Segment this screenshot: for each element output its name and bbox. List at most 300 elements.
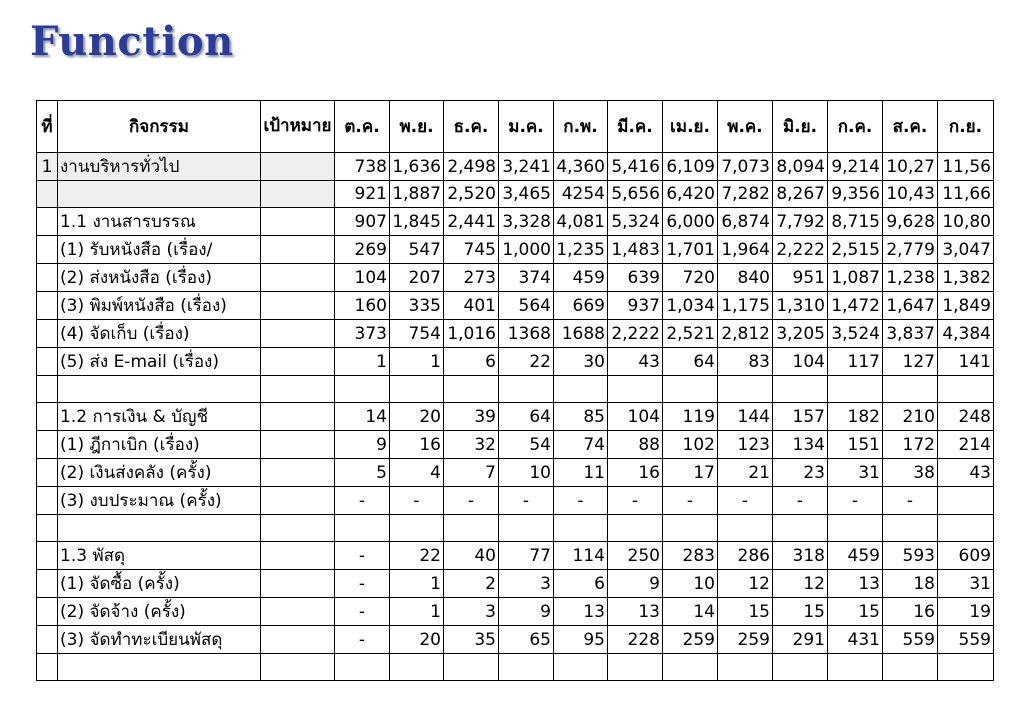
month-value-cell: 291 [773,626,828,654]
month-value-cell: 20 [390,403,444,431]
month-value-cell: 6,000 [663,208,718,236]
month-value-cell: 564 [499,292,554,320]
month-value-cell: 74 [554,431,608,459]
row-number [37,459,58,487]
month-value-cell: 1,887 [390,181,444,208]
month-value-cell: 8,267 [773,181,828,208]
month-value-cell: 250 [608,542,663,570]
month-value-cell: 31 [938,570,994,598]
month-value-cell: 6,420 [663,181,718,208]
month-value-cell: 754 [390,320,444,348]
month-value-cell [883,376,938,403]
month-value-cell: - [554,487,608,515]
table-row [37,153,994,181]
activity-cell: 1.3 พัสดุ [58,542,261,570]
month-value-cell: - [390,487,444,515]
month-value-cell: 259 [663,626,718,654]
month-value-cell [499,654,554,681]
month-value-cell [938,487,994,515]
month-value-cell: 1,238 [883,264,938,292]
header-month: มี.ค. [608,101,663,153]
month-value-cell: - [335,626,390,654]
header-month: ธ.ค. [444,101,499,153]
month-value-cell: 720 [663,264,718,292]
month-value-cell: 1 [390,570,444,598]
month-value-cell: - [335,542,390,570]
header-row [37,101,994,153]
table-row [37,515,994,542]
month-value-cell [390,515,444,542]
month-value-cell: 3,328 [499,208,554,236]
activity-cell [58,515,261,542]
row-number [37,487,58,515]
header-month: ม.ค. [499,101,554,153]
month-value-cell: 10 [663,570,718,598]
month-value-cell: 9 [335,431,390,459]
month-value-cell: 738 [335,153,390,181]
activity-cell: (1) รับหนังสือ (เรื่อง/ [58,236,261,264]
month-value-cell: 1,472 [828,292,883,320]
month-value-cell [828,376,883,403]
row-number [37,542,58,570]
month-value-cell [499,376,554,403]
target-cell [261,320,335,348]
header-no: ที่ [37,101,58,153]
month-value-cell: 951 [773,264,828,292]
month-value-cell [554,376,608,403]
month-value-cell: 6,109 [663,153,718,181]
month-value-cell: 119 [663,403,718,431]
month-value-cell: 4,360 [554,153,608,181]
month-value-cell: - [828,487,883,515]
target-cell [261,654,335,681]
month-value-cell: 85 [554,403,608,431]
month-value-cell: 157 [773,403,828,431]
month-value-cell: 4,384 [938,320,994,348]
month-value-cell: 4 [390,459,444,487]
month-value-cell: 2,441 [444,208,499,236]
month-value-cell: 39 [444,403,499,431]
target-cell [261,626,335,654]
month-value-cell: 22 [499,348,554,376]
month-value-cell: 4254 [554,181,608,208]
month-value-cell: 104 [335,264,390,292]
month-value-cell: 1,701 [663,236,718,264]
month-value-cell: 64 [663,348,718,376]
month-value-cell: - [773,487,828,515]
month-value-cell: 283 [663,542,718,570]
month-value-cell: 65 [499,626,554,654]
month-value-cell [554,654,608,681]
month-value-cell: - [335,570,390,598]
table-row [37,431,994,459]
table-row [37,403,994,431]
month-value-cell: 88 [608,431,663,459]
month-value-cell: 286 [718,542,773,570]
month-value-cell: 547 [390,236,444,264]
table-row [37,626,994,654]
month-value-cell: 3,047 [938,236,994,264]
month-value-cell: 12 [718,570,773,598]
row-number [37,403,58,431]
month-value-cell: 1,647 [883,292,938,320]
month-value-cell: 3 [444,598,499,626]
activity-cell: 1.2 การเงิน & บัญชี [58,403,261,431]
activity-cell: (4) จัดเก็บ (เรื่อง) [58,320,261,348]
month-value-cell: 104 [608,403,663,431]
month-value-cell: 3,205 [773,320,828,348]
row-number [37,208,58,236]
month-value-cell: 2,812 [718,320,773,348]
month-value-cell: 840 [718,264,773,292]
header-month: ก.พ. [554,101,608,153]
month-value-cell [335,515,390,542]
month-value-cell: 10,27 [883,153,938,181]
month-value-cell: 2 [444,570,499,598]
table-row [37,348,994,376]
month-value-cell: 16 [883,598,938,626]
month-value-cell: 335 [390,292,444,320]
month-value-cell: 32 [444,431,499,459]
month-value-cell: 1,964 [718,236,773,264]
month-value-cell: 459 [828,542,883,570]
month-value-cell [718,515,773,542]
header-activity: กิจกรรม [58,101,261,153]
target-cell [261,236,335,264]
month-value-cell: 9,356 [828,181,883,208]
month-value-cell [938,376,994,403]
target-cell [261,487,335,515]
row-number [37,320,58,348]
month-value-cell: 10,43 [883,181,938,208]
month-value-cell: 6 [554,570,608,598]
month-value-cell: 374 [499,264,554,292]
activity-cell: 1.1 งานสารบรรณ [58,208,261,236]
month-value-cell: 14 [335,403,390,431]
row-number [37,598,58,626]
month-value-cell: 15 [828,598,883,626]
table-row [37,459,994,487]
month-value-cell: 10,80 [938,208,994,236]
month-value-cell: - [335,487,390,515]
month-value-cell: - [663,487,718,515]
header-month: ส.ค. [883,101,938,153]
row-number [37,570,58,598]
month-value-cell: 144 [718,403,773,431]
row-number [37,181,58,208]
month-value-cell: 9,628 [883,208,938,236]
month-value-cell: 22 [390,542,444,570]
month-value-cell: 11,66 [938,181,994,208]
month-value-cell: - [718,487,773,515]
activity-cell: (2) จัดจ้าง (ครั้ง) [58,598,261,626]
month-value-cell: 2,779 [883,236,938,264]
month-value-cell: 937 [608,292,663,320]
month-value-cell [828,515,883,542]
month-value-cell: 228 [608,626,663,654]
month-value-cell: 20 [390,626,444,654]
table-row [37,598,994,626]
month-value-cell: 1,087 [828,264,883,292]
function-table [36,100,994,681]
table-row [37,236,994,264]
activity-cell: งานบริหารทั่วไป [58,153,261,181]
target-cell [261,431,335,459]
month-value-cell [499,515,554,542]
month-value-cell: 40 [444,542,499,570]
month-value-cell: 559 [883,626,938,654]
month-value-cell: 15 [773,598,828,626]
target-cell [261,292,335,320]
month-value-cell [718,376,773,403]
month-value-cell: 1368 [499,320,554,348]
month-value-cell: 1,845 [390,208,444,236]
month-value-cell: 210 [883,403,938,431]
month-value-cell: 459 [554,264,608,292]
month-value-cell: 64 [499,403,554,431]
month-value-cell: 7 [444,459,499,487]
activity-cell [58,654,261,681]
month-value-cell: 431 [828,626,883,654]
month-value-cell [335,376,390,403]
month-value-cell: 38 [883,459,938,487]
month-value-cell: 6,874 [718,208,773,236]
month-value-cell [718,654,773,681]
month-value-cell [883,515,938,542]
activity-cell: (2) ส่งหนังสือ (เรื่อง) [58,264,261,292]
month-value-cell: - [335,598,390,626]
month-value-cell [390,654,444,681]
month-value-cell: 609 [938,542,994,570]
row-number [37,292,58,320]
month-value-cell: 8,715 [828,208,883,236]
month-value-cell: 669 [554,292,608,320]
month-value-cell: 160 [335,292,390,320]
month-value-cell: 11 [554,459,608,487]
row-number [37,654,58,681]
month-value-cell: 102 [663,431,718,459]
month-value-cell: 3,837 [883,320,938,348]
month-value-cell [938,515,994,542]
month-value-cell: 172 [883,431,938,459]
header-month: ก.ย. [938,101,994,153]
month-value-cell: 54 [499,431,554,459]
month-value-cell: 43 [608,348,663,376]
month-value-cell: 17 [663,459,718,487]
month-value-cell: 1,175 [718,292,773,320]
month-value-cell [335,654,390,681]
activity-cell: (2) เงินส่งคลัง (ครั้ง) [58,459,261,487]
month-value-cell: 248 [938,403,994,431]
target-cell [261,515,335,542]
month-value-cell: 7,282 [718,181,773,208]
month-value-cell: 182 [828,403,883,431]
target-cell [261,542,335,570]
month-value-cell: 16 [390,431,444,459]
month-value-cell: 1,034 [663,292,718,320]
month-value-cell: 18 [883,570,938,598]
month-value-cell: - [883,487,938,515]
month-value-cell: 95 [554,626,608,654]
month-value-cell: 1,016 [444,320,499,348]
month-value-cell: 43 [938,459,994,487]
month-value-cell: 2,520 [444,181,499,208]
row-number [37,236,58,264]
month-value-cell: 401 [444,292,499,320]
row-number [37,626,58,654]
month-value-cell: 123 [718,431,773,459]
target-cell [261,153,335,181]
target-cell [261,348,335,376]
month-value-cell [773,376,828,403]
month-value-cell [444,654,499,681]
month-value-cell: 373 [335,320,390,348]
row-number [37,348,58,376]
month-value-cell: 104 [773,348,828,376]
month-value-cell: 14 [663,598,718,626]
month-value-cell [444,515,499,542]
month-value-cell: 593 [883,542,938,570]
month-value-cell: 15 [718,598,773,626]
month-value-cell: 9,214 [828,153,883,181]
target-cell [261,598,335,626]
month-value-cell: 13 [554,598,608,626]
month-value-cell: 10 [499,459,554,487]
month-value-cell: 745 [444,236,499,264]
target-cell [261,376,335,403]
month-value-cell [883,654,938,681]
month-value-cell: 151 [828,431,883,459]
target-cell [261,181,335,208]
month-value-cell: 1688 [554,320,608,348]
month-value-cell: 2,222 [773,236,828,264]
header-month: เม.ย. [663,101,718,153]
month-value-cell: 318 [773,542,828,570]
activity-cell: (1) ฎีกาเบิก (เรื่อง) [58,431,261,459]
month-value-cell: 269 [335,236,390,264]
month-value-cell: 31 [828,459,883,487]
month-value-cell: 21 [718,459,773,487]
month-value-cell: 30 [554,348,608,376]
month-value-cell: 639 [608,264,663,292]
month-value-cell: - [608,487,663,515]
month-value-cell: 9 [608,570,663,598]
month-value-cell: 921 [335,181,390,208]
target-cell [261,570,335,598]
month-value-cell: 1 [390,348,444,376]
month-value-cell: 141 [938,348,994,376]
month-value-cell: 2,498 [444,153,499,181]
month-value-cell: 259 [718,626,773,654]
month-value-cell: 1,636 [390,153,444,181]
month-value-cell [663,376,718,403]
row-number: 1 [37,153,58,181]
month-value-cell [608,654,663,681]
month-value-cell: 1,382 [938,264,994,292]
month-value-cell: 77 [499,542,554,570]
header-month: พ.ย. [390,101,444,153]
activity-cell [58,181,261,208]
month-value-cell: 9 [499,598,554,626]
activity-cell [58,376,261,403]
header-month: พ.ค. [718,101,773,153]
month-value-cell: 2,222 [608,320,663,348]
month-value-cell: 35 [444,626,499,654]
header-month: ก.ค. [828,101,883,153]
activity-cell: (3) พิมพ์หนังสือ (เรื่อง) [58,292,261,320]
table-row [37,181,994,208]
month-value-cell: 117 [828,348,883,376]
month-value-cell [828,654,883,681]
month-value-cell: 23 [773,459,828,487]
month-value-cell: 4,081 [554,208,608,236]
month-value-cell: 1,235 [554,236,608,264]
header-month: มิ.ย. [773,101,828,153]
month-value-cell: 207 [390,264,444,292]
target-cell [261,208,335,236]
month-value-cell: 1,483 [608,236,663,264]
table-row [37,487,994,515]
month-value-cell: - [499,487,554,515]
month-value-cell: 114 [554,542,608,570]
month-value-cell: 13 [828,570,883,598]
row-number [37,264,58,292]
month-value-cell [390,376,444,403]
activity-cell: (3) จัดทำทะเบียนพัสดุ [58,626,261,654]
month-value-cell: 3,524 [828,320,883,348]
month-value-cell [773,515,828,542]
month-value-cell: 1 [335,348,390,376]
month-value-cell: 134 [773,431,828,459]
month-value-cell: 3,241 [499,153,554,181]
activity-cell: (5) ส่ง E-mail (เรื่อง) [58,348,261,376]
row-number [37,515,58,542]
month-value-cell: 83 [718,348,773,376]
month-value-cell [554,515,608,542]
row-number [37,431,58,459]
table-row [37,264,994,292]
month-value-cell [663,654,718,681]
target-cell [261,403,335,431]
month-value-cell: 12 [773,570,828,598]
month-value-cell: 1,849 [938,292,994,320]
month-value-cell: 559 [938,626,994,654]
month-value-cell: 13 [608,598,663,626]
table-body [37,153,994,681]
month-value-cell [444,376,499,403]
month-value-cell: 7,073 [718,153,773,181]
page-title: Function [30,18,234,65]
month-value-cell [938,654,994,681]
month-value-cell: 11,56 [938,153,994,181]
month-value-cell: 6 [444,348,499,376]
month-value-cell: 19 [938,598,994,626]
month-value-cell [663,515,718,542]
activity-cell: (1) จัดซื้อ (ครั้ง) [58,570,261,598]
month-value-cell: 1,310 [773,292,828,320]
month-value-cell: 5 [335,459,390,487]
table-row [37,320,994,348]
month-value-cell: 2,521 [663,320,718,348]
month-value-cell: 5,324 [608,208,663,236]
row-number [37,376,58,403]
table-row [37,208,994,236]
month-value-cell: 1,000 [499,236,554,264]
month-value-cell: - [444,487,499,515]
table-row [37,292,994,320]
month-value-cell: 8,094 [773,153,828,181]
header-target: เป้าหมาย [261,101,335,153]
